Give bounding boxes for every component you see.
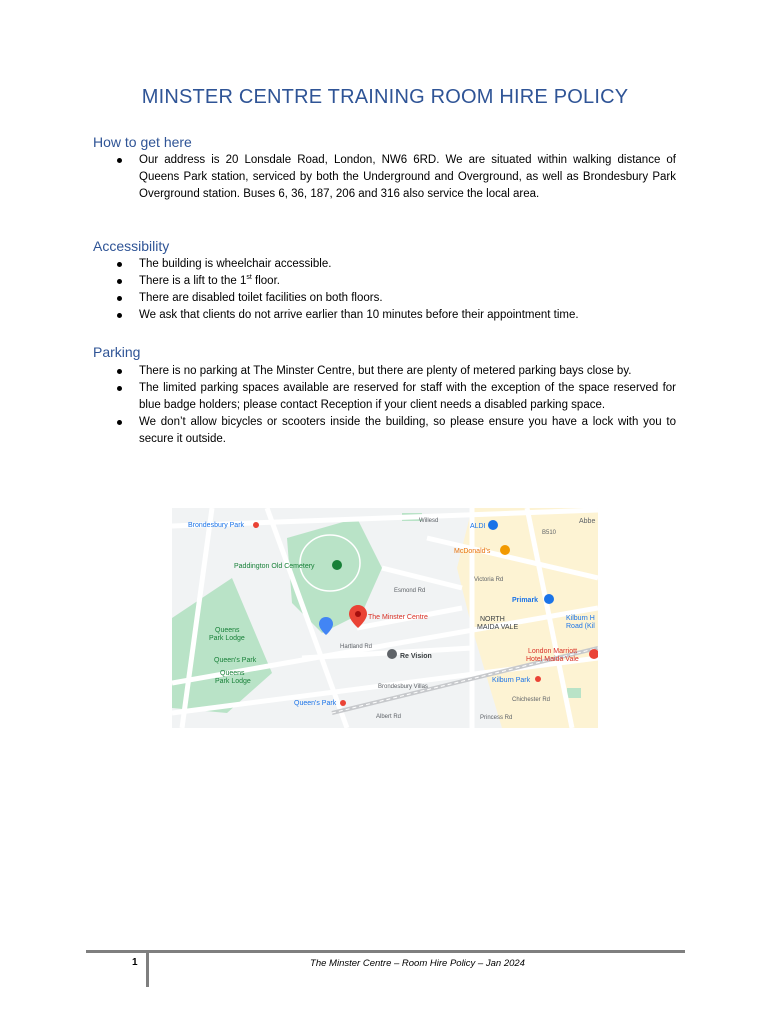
- section-heading-parking: Parking: [93, 344, 141, 360]
- label-queens-park-lodge-2: Park Lodge: [209, 635, 245, 642]
- label-minster-centre: The Minster Centre: [368, 614, 428, 621]
- station-icon: [535, 676, 541, 682]
- bullet-icon: [117, 296, 122, 301]
- primark-icon: [544, 594, 554, 604]
- label-north-maida-vale-1: NORTH: [480, 616, 505, 623]
- how-to-get-here-list: [0, 152, 770, 203]
- footer-page-number: 1: [132, 957, 138, 968]
- label-brondesbury-park: Brondesbury Park: [188, 522, 245, 529]
- label-chichester-rd: Chichester Rd: [512, 697, 551, 703]
- label-re-vision: Re Vision: [400, 653, 432, 660]
- list-item: [0, 290, 770, 307]
- list-item: [0, 307, 770, 324]
- list-item-text: We don’t allow bicycles or scooters inside the building, so please ensure you have a lock with you to secure it outside.: [139, 416, 676, 445]
- map-canvas: [172, 508, 598, 728]
- list-item: [0, 414, 770, 448]
- list-item-text: We ask that clients do not arrive earlier than 10 minutes before their appointment time.: [139, 309, 579, 321]
- label-victoria-rd: Victoria Rd: [474, 577, 504, 583]
- list-item: [0, 273, 770, 290]
- label-princess-rd: Princess Rd: [480, 715, 513, 721]
- bullet-icon: [117, 313, 122, 318]
- label-kilburn-h-2: Road (Kil: [566, 623, 595, 630]
- bullet-icon: [117, 279, 122, 284]
- bullet-icon: [117, 262, 122, 267]
- accessibility-list: [0, 256, 770, 324]
- list-item-text: There is no parking at The Minster Centre, but there are plenty of metered parking bays close by.: [139, 365, 632, 377]
- re-vision-icon: [387, 649, 397, 659]
- mcdonalds-icon: [500, 545, 510, 555]
- station-icon: [340, 700, 346, 706]
- label-hartland-rd: Hartland Rd: [340, 644, 373, 650]
- footer-text: The Minster Centre – Room Hire Policy – Jan 2024: [310, 958, 525, 969]
- label-aldi: ALDI: [470, 523, 486, 530]
- label-queens-park-station: Queen's Park: [294, 700, 337, 707]
- label-north-maida-vale-2: MAIDA VALE: [477, 624, 519, 631]
- label-queens-park: Queen's Park: [214, 657, 257, 664]
- label-queens-park-lodge-4: Park Lodge: [215, 678, 251, 685]
- label-esmond-rd: Esmond Rd: [394, 588, 426, 594]
- label-queens-park-lodge-3: Queens: [220, 670, 245, 677]
- list-item-text: The building is wheelchair accessible.: [139, 258, 332, 270]
- label-albert-rd: Albert Rd: [376, 714, 402, 720]
- superscript-st: st: [246, 274, 252, 282]
- list-item-text: There are disabled toilet facilities on both floors.: [139, 292, 383, 304]
- station-icon: [253, 522, 259, 528]
- label-b510: B510: [542, 530, 557, 536]
- list-item-text: The limited parking spaces available are reserved for staff with the exception of the space reserved for blue badge holders; please contact Reception if your client needs a disabled parking space.: [139, 382, 676, 411]
- label-abbey: Abbe: [579, 518, 596, 525]
- cemetery-icon: [332, 560, 342, 570]
- green-patch: [567, 688, 581, 698]
- footer-divider: [146, 953, 149, 987]
- label-london-marriott-2: Hotel Maida Vale: [526, 656, 579, 663]
- bullet-icon: [117, 369, 122, 374]
- label-london-marriott-1: London Marriott: [528, 648, 578, 655]
- label-brondesbury-villas: Brondesbury Villas: [378, 684, 428, 690]
- aldi-icon: [488, 520, 498, 530]
- label-queens-park-lodge-1: Queens: [215, 627, 240, 634]
- bullet-icon: [117, 420, 122, 425]
- list-item: [0, 152, 770, 203]
- list-item: [0, 380, 770, 414]
- section-heading-accessibility: Accessibility: [93, 238, 170, 254]
- location-map: [172, 508, 598, 728]
- bullet-icon: [117, 386, 122, 391]
- parking-list: [0, 363, 770, 448]
- footer-rule: [86, 950, 685, 953]
- label-mcdonalds: McDonald's: [454, 548, 491, 555]
- label-paddington-cemetery: Paddington Old Cemetery: [234, 563, 315, 570]
- page-title: MINSTER CENTRE TRAINING ROOM HIRE POLICY: [141, 86, 629, 108]
- list-item-text: There is a lift to the 1: [139, 275, 247, 287]
- bullet-icon: [117, 158, 122, 163]
- label-willesden-ln: Willesd: [419, 518, 439, 524]
- section-heading-how-to-get-here: How to get here: [93, 134, 192, 150]
- list-item-text: Our address is 20 Lonsdale Road, London, NW6 6RD. We are situated within walking distance of Queens Park station, serviced by both the Underground and Overground, as well as Brondesbury Park Overground station. Buses 6, 36, 187, 206 and 316 also service the local area.: [139, 154, 676, 200]
- label-primark: Primark: [512, 597, 539, 604]
- label-kilburn-h-1: Kilburn H: [566, 615, 595, 622]
- list-item-suffix: floor.: [251, 275, 280, 287]
- list-item: [0, 256, 770, 273]
- label-kilburn-park: Kilburn Park: [492, 677, 531, 684]
- list-item: [0, 363, 770, 380]
